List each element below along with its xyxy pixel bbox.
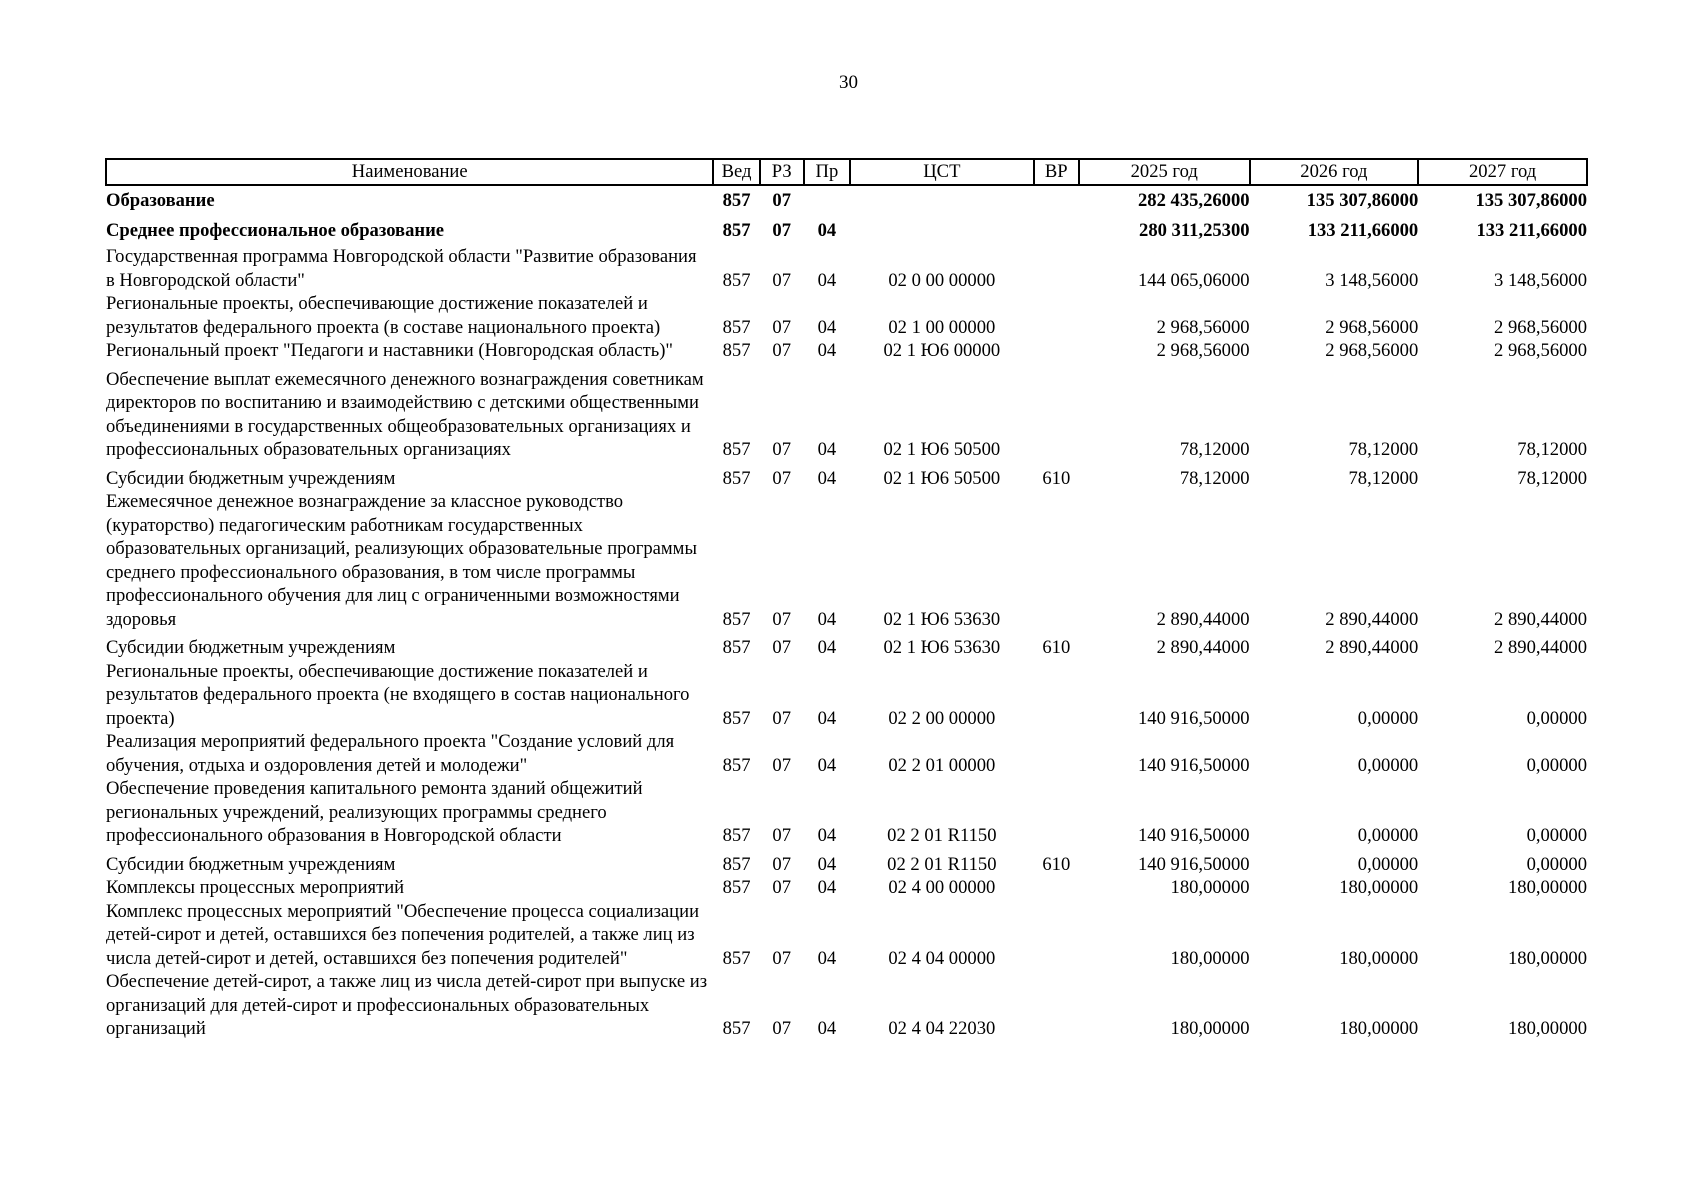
cell-2025: 180,00000 [1170,1018,1250,1039]
cell-ved: 857 [722,316,751,338]
cell-rz: 07 [772,947,791,969]
cell-pr: 04 [817,269,837,291]
cell-2026: 135 307,86000 [1306,190,1419,211]
cell-2025: 140 916,50000 [1138,853,1250,875]
cell-vr [1034,730,1079,777]
cell-ved: 857 [722,219,751,241]
cell-name: Субсидии бюджетным учреждениям [106,637,396,658]
table-row [106,363,1587,462]
cell-cst: 02 4 04 22030 [888,1018,996,1039]
cell-2025: 78,12000 [1179,439,1250,460]
cell-rz: 07 [772,467,791,489]
table-row [106,848,1587,877]
cell-2026: 180,00000 [1339,877,1419,898]
table-row [106,292,1587,339]
cell-pr: 04 [817,754,837,776]
table-row [106,777,1587,848]
cell-vr [1034,185,1079,216]
cell-rz: 07 [772,707,791,729]
header-ved: Вед [713,159,759,185]
table-row [106,462,1587,491]
cell-name: Комплекс процессных мероприятий "Обеспечение процесса социализации детей-сирот и детей, оставшихся без попечения родителей, а также лиц из числа детей-сирот и детей, оставшихся без попечения родителей" [106,900,700,969]
cell-2026: 78,12000 [1348,439,1419,460]
header-2025: 2025 год [1079,159,1250,185]
cell-2025: 140 916,50000 [1138,754,1250,776]
cell-cst: 02 1 Ю6 53630 [883,608,1001,630]
header-vr: ВР [1034,159,1079,185]
cell-name: Обеспечение проведения капитального ремонта зданий общежитий региональных учреждений, реализующих программы среднего профессионального образования в Новгородской области [106,778,643,846]
page-number: 30 [839,72,858,93]
cell-rz: 07 [772,825,791,846]
cell-2025: 140 916,50000 [1138,707,1250,729]
cell-2025: 2 968,56000 [1156,340,1250,361]
cell-name: Обеспечение выплат ежемесячного денежного вознаграждения советникам директоров по воспитанию и взаимодействию с детскими общественными объединениями в государственных общеобразовательных организациях и профессиональных образовательных организациях [106,368,704,460]
cell-2027: 0,00000 [1526,754,1587,776]
cell-cst: 02 1 00 00000 [888,316,996,338]
cell-name: Региональные проекты, обеспечивающие достижение показателей и результатов федерального проекта (не входящего в состав национального проекта) [106,660,690,729]
header-name: Наименование [106,159,713,185]
cell-cst: 02 1 Ю6 53630 [883,637,1001,658]
cell-rz: 07 [772,608,791,630]
cell-pr: 04 [817,439,837,460]
header-2026: 2026 год [1250,159,1419,185]
cell-vr [1034,490,1079,631]
cell-cst: 02 2 01 R1150 [887,825,997,846]
cell-name: Государственная программа Новгородской области "Развитие образования в Новгородской области" [106,246,697,291]
cell-rz: 07 [772,219,791,241]
table-row [106,730,1587,777]
cell-name: Региональные проекты, обеспечивающие достижение показателей и результатов федерального проекта (в составе национального проекта) [106,293,661,338]
cell-cst: 02 4 00 00000 [888,877,996,898]
cell-ved: 857 [722,825,751,846]
cell-2027: 180,00000 [1507,877,1587,898]
cell-rz: 07 [772,1018,791,1039]
cell-cst: 02 4 04 00000 [888,947,996,969]
cell-vr [1034,970,1079,1041]
cell-ved: 857 [722,190,751,211]
cell-vr [1034,660,1079,731]
cell-ved: 857 [722,947,751,969]
cell-2025: 2 968,56000 [1156,316,1250,338]
cell-pr: 04 [817,467,837,489]
cell-2027: 78,12000 [1517,467,1587,489]
table-row [106,490,1587,631]
cell-rz: 07 [772,439,791,460]
cell-2025: 282 435,26000 [1138,190,1250,211]
cell-pr: 04 [817,853,837,875]
cell-ved: 857 [722,1018,751,1039]
cell-pr: 04 [817,825,837,846]
cell-vr: 610 [1042,467,1071,489]
cell-pr: 04 [817,1018,837,1039]
cell-vr: 610 [1042,853,1071,875]
cell-ved: 857 [722,608,751,630]
cell-2025: 78,12000 [1179,467,1250,489]
table-row [106,185,1587,216]
cell-2025: 2 890,44000 [1156,637,1250,658]
cell-vr [1034,900,1079,971]
cell-pr: 04 [817,947,837,969]
cell-name: Региональный проект "Педагоги и наставники (Новгородская область)" [106,340,673,361]
cell-vr [1034,292,1079,339]
cell-2026: 0,00000 [1357,754,1419,776]
cell-ved: 857 [722,877,751,898]
cell-vr [1034,245,1079,292]
cell-2027: 135 307,86000 [1475,190,1587,211]
cell-rz: 07 [772,853,791,875]
cell-2026: 78,12000 [1348,467,1419,489]
cell-cst: 02 0 00 00000 [888,269,996,291]
cell-cst: 02 2 01 R1150 [887,853,997,875]
cell-pr: 04 [817,707,837,729]
table-row [106,216,1587,246]
cell-ved: 857 [722,853,751,875]
cell-2026: 180,00000 [1339,947,1419,969]
cell-pr: 04 [817,219,837,241]
cell-cst [850,216,1034,246]
cell-pr: 04 [817,316,837,338]
cell-2027: 2 890,44000 [1494,608,1587,630]
cell-2026: 180,00000 [1339,1018,1419,1039]
cell-name: Реализация мероприятий федерального проекта "Создание условий для обучения, отдыха и оздоровления детей и молодежи" [106,731,675,776]
header-cst: ЦСТ [850,159,1034,185]
cell-name: Субсидии бюджетным учреждениям [106,853,396,875]
budget-table [105,158,1588,1041]
cell-pr: 04 [817,340,837,361]
cell-2025: 144 065,06000 [1138,269,1250,291]
cell-2025: 140 916,50000 [1138,825,1250,846]
cell-pr: 04 [817,877,837,898]
cell-2026: 0,00000 [1357,825,1419,846]
cell-2027: 3 148,56000 [1494,269,1587,291]
cell-2027: 2 968,56000 [1494,316,1587,338]
cell-name: Ежемесячное денежное вознаграждение за классное руководство (кураторство) педагогическим работникам государственных образовательных организаций, реализующих образовательные программы среднего профессионального образования, в том числе программы профессионального обучения для лиц с ограниченными возможностями здоровья [106,491,697,630]
table-row [106,900,1587,971]
table-header [106,159,1587,185]
cell-2027: 78,12000 [1517,439,1587,460]
cell-2026: 2 968,56000 [1325,340,1419,361]
cell-ved: 857 [722,467,751,489]
cell-cst: 02 1 Ю6 50500 [883,439,1001,460]
cell-ved: 857 [722,637,751,658]
cell-vr: 610 [1042,637,1071,658]
cell-name: Субсидии бюджетным учреждениям [106,467,396,489]
cell-rz: 07 [772,877,791,898]
cell-name: Комплексы процессных мероприятий [106,877,405,898]
header-row [106,159,1587,185]
cell-rz: 07 [772,754,791,776]
cell-rz: 07 [772,269,791,291]
cell-cst: 02 2 01 00000 [888,754,996,776]
cell-pr: 04 [817,608,837,630]
cell-2026: 2 890,44000 [1325,637,1419,658]
cell-2025: 2 890,44000 [1156,608,1250,630]
cell-name: Среднее профессиональное образование [106,219,445,241]
cell-ved: 857 [722,707,751,729]
cell-rz: 07 [772,316,791,338]
header-rz: РЗ [760,159,804,185]
cell-cst: 02 2 00 00000 [888,707,996,729]
cell-cst: 02 1 Ю6 50500 [883,467,1001,489]
cell-2027: 180,00000 [1507,947,1587,969]
cell-2027: 0,00000 [1526,707,1587,729]
cell-2027: 0,00000 [1526,825,1587,846]
cell-2027: 180,00000 [1507,1018,1587,1039]
cell-ved: 857 [722,269,751,291]
table-row [106,631,1587,660]
cell-cst [850,185,1034,216]
cell-2027: 2 968,56000 [1494,340,1587,361]
cell-vr [1034,777,1079,848]
cell-2025: 180,00000 [1170,877,1250,898]
cell-2027: 2 890,44000 [1494,637,1587,658]
cell-2027: 0,00000 [1526,853,1587,875]
cell-ved: 857 [722,340,751,361]
cell-2026: 3 148,56000 [1325,269,1419,291]
cell-2026: 0,00000 [1357,707,1419,729]
cell-rz: 07 [772,637,791,658]
cell-name: Обеспечение детей-сирот, а также лиц из числа детей-сирот при выпуске из организаций для детей-сирот и профессиональных образовательных организаций [106,971,708,1039]
cell-rz: 07 [772,340,791,361]
cell-vr [1034,876,1079,900]
cell-ved: 857 [722,439,751,460]
cell-pr [804,185,850,216]
cell-2025: 180,00000 [1170,947,1250,969]
cell-2026: 133 211,66000 [1307,219,1419,241]
cell-vr [1034,216,1079,246]
table-body [106,185,1587,1041]
table-row [106,339,1587,363]
cell-ved: 857 [722,754,751,776]
cell-2026: 2 890,44000 [1325,608,1419,630]
cell-cst: 02 1 Ю6 00000 [883,340,1001,361]
cell-rz: 07 [772,190,791,211]
cell-2027: 133 211,66000 [1476,219,1587,241]
cell-pr: 04 [817,637,837,658]
cell-2025: 280 311,25300 [1139,219,1250,241]
table-row [106,970,1587,1041]
cell-name: Образование [106,190,215,211]
cell-2026: 0,00000 [1357,853,1419,875]
cell-vr [1034,363,1079,462]
header-pr: Пр [804,159,850,185]
cell-2026: 2 968,56000 [1325,316,1419,338]
table-row [106,876,1587,900]
header-2027: 2027 год [1418,159,1587,185]
table-row [106,660,1587,731]
table-row [106,245,1587,292]
cell-vr [1034,339,1079,363]
